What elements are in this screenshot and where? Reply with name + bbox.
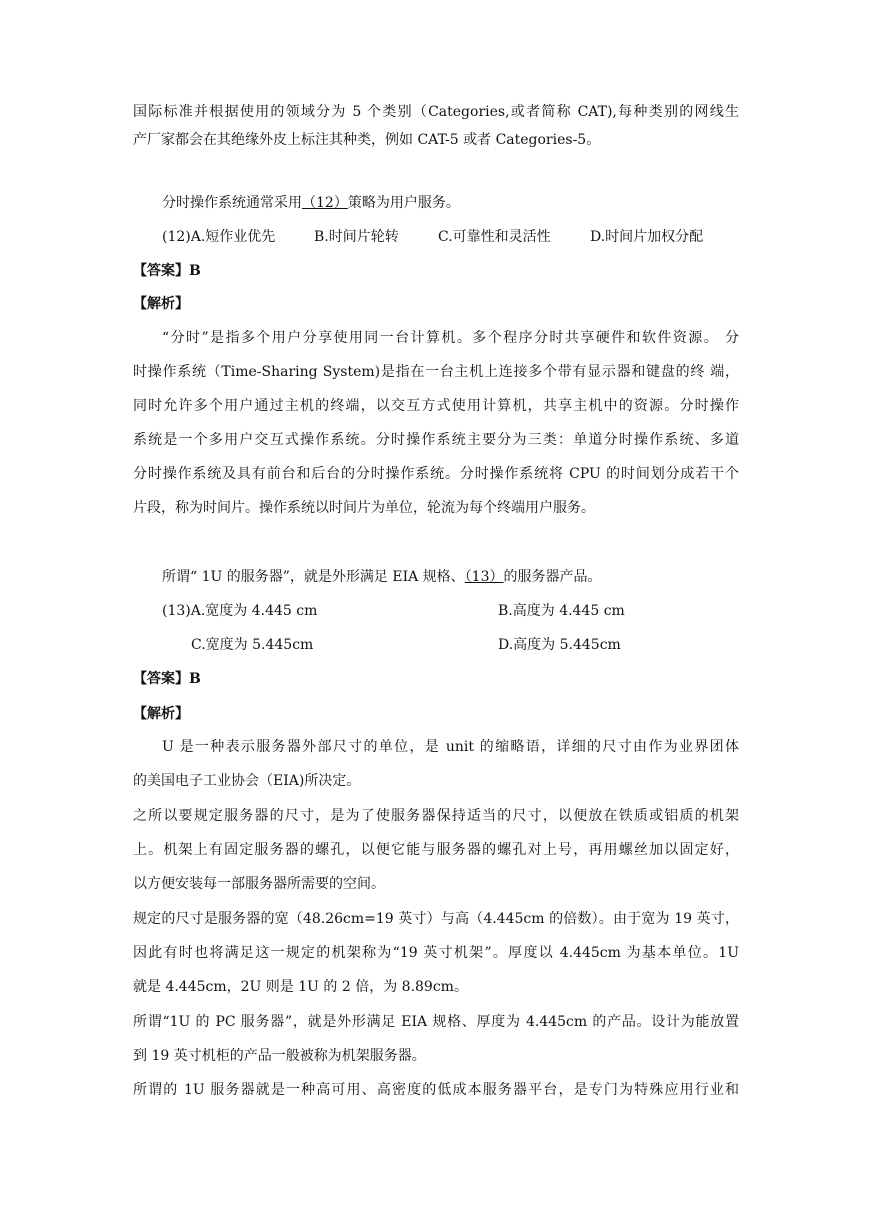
question-13-option-b: B.高度为 4.445 cm (498, 603, 625, 619)
question-13-analysis-line: 的美国电子工业协会（EIA)所决定。 (133, 773, 361, 789)
question-12-option-d: D.时间片加权分配 (590, 229, 704, 245)
question-13-analysis-line: 规定的尺寸是服务器的宽（48.26cm=19 英寸）与高（4.445cm 的倍数）。由于宽为 19 英寸， (133, 911, 739, 927)
question-13-stem-after: 的服务器产品。 (503, 569, 602, 585)
question-12-analysis-line: 系统是一个多用户交互式操作系统。分时操作系统主要分为三类：单道分时操作系统、多道 (133, 432, 739, 448)
question-12-option-c: C.可靠性和灵活性 (438, 229, 551, 245)
question-13-stem-before: 所谓“ 1U 的服务器”，就是外形满足 EIA 规格、 (162, 569, 465, 585)
question-12-stem (162, 193, 739, 213)
question-13-answer: 【答案】B (133, 671, 201, 687)
question-12-analysis-line: 时操作系统（Time-Sharing System)是指在一台主机上连接多个带有显示器和键盘的终 端， (133, 364, 739, 380)
question-13-analysis-line: 以方便安装每一部服务器所需要的空间。 (133, 876, 385, 892)
question-12-option-b: B.时间片轮转 (314, 229, 399, 245)
question-12-analysis-title: 【解析】 (133, 296, 189, 312)
question-12-stem-before: 分时操作系统通常采用 (162, 195, 302, 211)
question-13-option-d: D.高度为 5.445cm (498, 637, 621, 653)
question-13-analysis-line: 所谓“1U 的 PC 服务器”，就是外形满足 EIA 规格、厚度为 4.445cm 的产品。设计为能放置 (133, 1014, 739, 1030)
intro-line-2: 产厂家都会在其绝缘外皮上标注其种类，例如 CAT-5 或者 Categories-5。 (133, 132, 601, 148)
question-13-stem (162, 567, 739, 587)
question-12-analysis-line: 分时操作系统及具有前台和后台的分时操作系统。分时操作系统将 CPU 的时间划分成若干个 (133, 466, 739, 482)
question-13-blank: （13） (464, 569, 504, 585)
question-12-analysis-line: 同时允许多个用户通过主机的终端，以交互方式使用计算机，共享主机中的资源。分时操作 (133, 398, 739, 414)
question-12-answer: 【答案】B (133, 263, 201, 279)
question-12-option-a: (12)A.短作业优先 (162, 229, 276, 245)
question-13-analysis-line: 上。机架上有固定服务器的螺孔，以便它能与服务器的螺孔对上号，再用螺丝加以固定好， (133, 842, 739, 858)
question-13-analysis-title: 【解析】 (133, 706, 189, 722)
question-12-analysis-line: 片段，称为时间片。操作系统以时间片为单位，轮流为每个终端用户服务。 (133, 500, 595, 516)
question-13-analysis-line: 因此有时也将满足这一规定的机架称为“19 英寸机架”。厚度以 4.445cm 为基本单位。1U (133, 945, 739, 961)
question-13-option-a: (13)A.宽度为 4.445 cm (162, 603, 318, 619)
question-12-blank: （12） (302, 195, 348, 211)
question-13-analysis-line: U 是一种表示服务器外部尺寸的单位，是 unit 的缩略语，详细的尺寸由作为业界团体 (162, 739, 739, 755)
question-12-analysis-line: “分时”是指多个用户分享使用同一台计算机。多个程序分时共享硬件和软件资源。 分 (162, 330, 739, 346)
question-13-option-c: C.宽度为 5.445cm (191, 637, 314, 653)
question-13-analysis-line: 之所以要规定服务器的尺寸，是为了使服务器保持适当的尺寸，以便放在铁质或铝质的机架 (133, 808, 739, 824)
question-13-analysis-line: 到 19 英寸机柜的产品一般被称为机架服务器。 (133, 1048, 426, 1064)
question-12-stem-after: 策略为用户服务。 (347, 195, 460, 211)
intro-line-1: 国际标准并根据使用的领域分为 5 个类别（Categories,或者简称 CAT),每种类别的网线生 (133, 104, 739, 120)
question-13-analysis-line: 就是 4.445cm，2U 则是 1U 的 2 倍，为 8.89cm。 (133, 979, 468, 995)
question-13-analysis-line: 所谓的 1U 服务器就是一种高可用、高密度的低成本服务器平台，是专门为特殊应用行业和 (133, 1082, 739, 1098)
